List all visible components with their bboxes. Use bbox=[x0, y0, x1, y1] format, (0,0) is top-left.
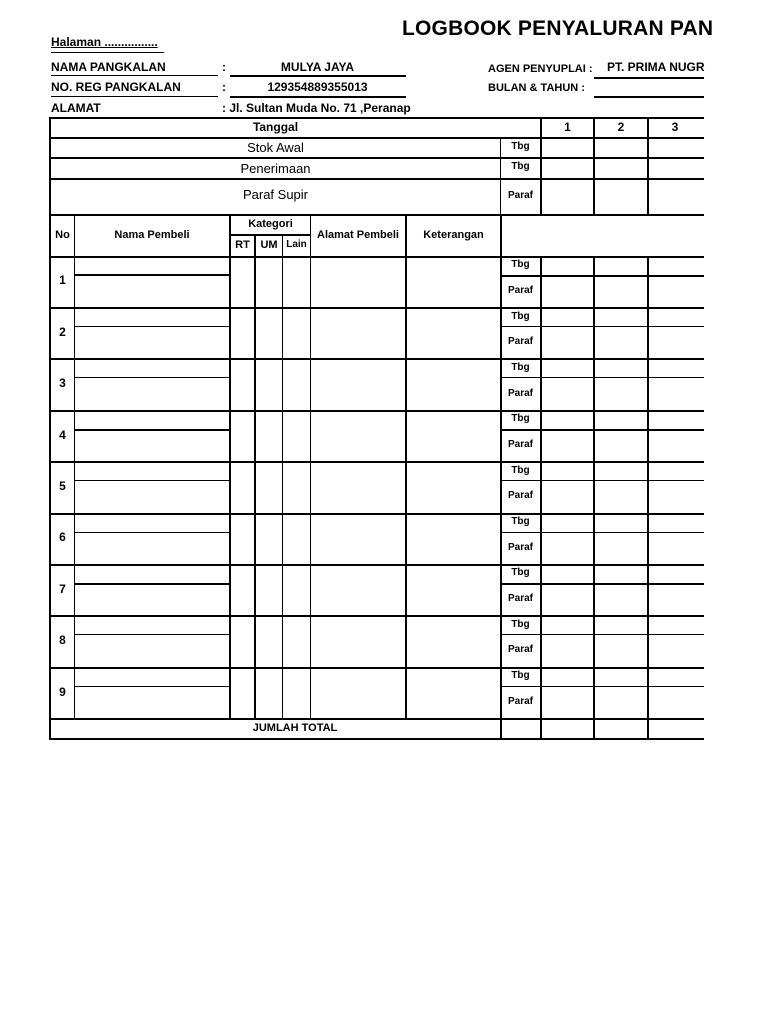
paraf-label: Paraf bbox=[507, 190, 533, 201]
stok-awal-label: Stok Awal bbox=[247, 140, 304, 155]
row-number: 4 bbox=[59, 428, 66, 442]
row-number: 1 bbox=[59, 273, 66, 287]
col-alamat-pembeli: Alamat Pembeli bbox=[317, 229, 399, 241]
row-number: 6 bbox=[59, 530, 66, 544]
tbg-label: Tbg bbox=[511, 362, 530, 373]
col-lain: Lain bbox=[286, 239, 307, 250]
paraf-label: Paraf bbox=[507, 285, 533, 296]
col-um: UM bbox=[260, 239, 278, 251]
nama-pangkalan-value: MULYA JAYA bbox=[280, 60, 355, 74]
page-number-label: Halaman ................ bbox=[51, 35, 158, 49]
day-3: 3 bbox=[671, 120, 679, 134]
jumlah-total-label: JUMLAH TOTAL bbox=[252, 722, 338, 734]
agen-label: AGEN PENYUPLAI : bbox=[488, 63, 593, 75]
tbg-label: Tbg bbox=[511, 311, 530, 322]
colon: : bbox=[222, 80, 226, 94]
no-reg-value: 129354889355013 bbox=[267, 80, 368, 94]
tbg-label: Tbg bbox=[511, 259, 530, 270]
bulan-tahun-label: BULAN & TAHUN : bbox=[488, 82, 585, 94]
day-2: 2 bbox=[617, 120, 625, 134]
col-nama-pembeli: Nama Pembeli bbox=[114, 229, 190, 241]
nama-pangkalan-label: NAMA PANGKALAN bbox=[51, 60, 166, 74]
paraf-label: Paraf bbox=[507, 490, 533, 501]
paraf-supir-label: Paraf Supir bbox=[242, 187, 309, 202]
row-number: 9 bbox=[59, 685, 66, 699]
tbg-label: Tbg bbox=[511, 567, 530, 578]
col-kategori: Kategori bbox=[248, 218, 293, 230]
row-number: 2 bbox=[59, 325, 66, 339]
col-keterangan: Keterangan bbox=[423, 229, 484, 241]
paraf-label: Paraf bbox=[507, 388, 533, 399]
tbg-label: Tbg bbox=[511, 619, 530, 630]
col-no: No bbox=[55, 229, 70, 241]
row-number: 8 bbox=[59, 633, 66, 647]
no-reg-label: NO. REG PANGKALAN bbox=[51, 80, 181, 94]
page-title: LOGBOOK PENYALURAN PAN bbox=[402, 17, 714, 40]
tanggal-label: Tanggal bbox=[252, 120, 299, 134]
tbg-label: Tbg bbox=[511, 141, 530, 152]
tbg-label: Tbg bbox=[511, 516, 530, 527]
tbg-label: Tbg bbox=[511, 465, 530, 476]
agen-value: PT. PRIMA NUGR bbox=[607, 60, 705, 74]
penerimaan-label: Penerimaan bbox=[240, 161, 311, 176]
paraf-label: Paraf bbox=[507, 336, 533, 347]
paraf-label: Paraf bbox=[507, 593, 533, 604]
paraf-label: Paraf bbox=[507, 644, 533, 655]
tbg-label: Tbg bbox=[511, 161, 530, 172]
row-number: 3 bbox=[59, 376, 66, 390]
col-rt: RT bbox=[235, 239, 250, 251]
tbg-label: Tbg bbox=[511, 413, 530, 424]
alamat-value: : Jl. Sultan Muda No. 71 ,Peranap bbox=[222, 101, 411, 115]
paraf-label: Paraf bbox=[507, 696, 533, 707]
day-1: 1 bbox=[564, 120, 571, 134]
paraf-label: Paraf bbox=[507, 439, 533, 450]
row-number: 5 bbox=[59, 479, 66, 493]
tbg-label: Tbg bbox=[511, 670, 530, 681]
alamat-label: ALAMAT bbox=[51, 101, 101, 115]
row-number: 7 bbox=[59, 582, 66, 596]
paraf-label: Paraf bbox=[507, 542, 533, 553]
colon: : bbox=[222, 60, 226, 74]
